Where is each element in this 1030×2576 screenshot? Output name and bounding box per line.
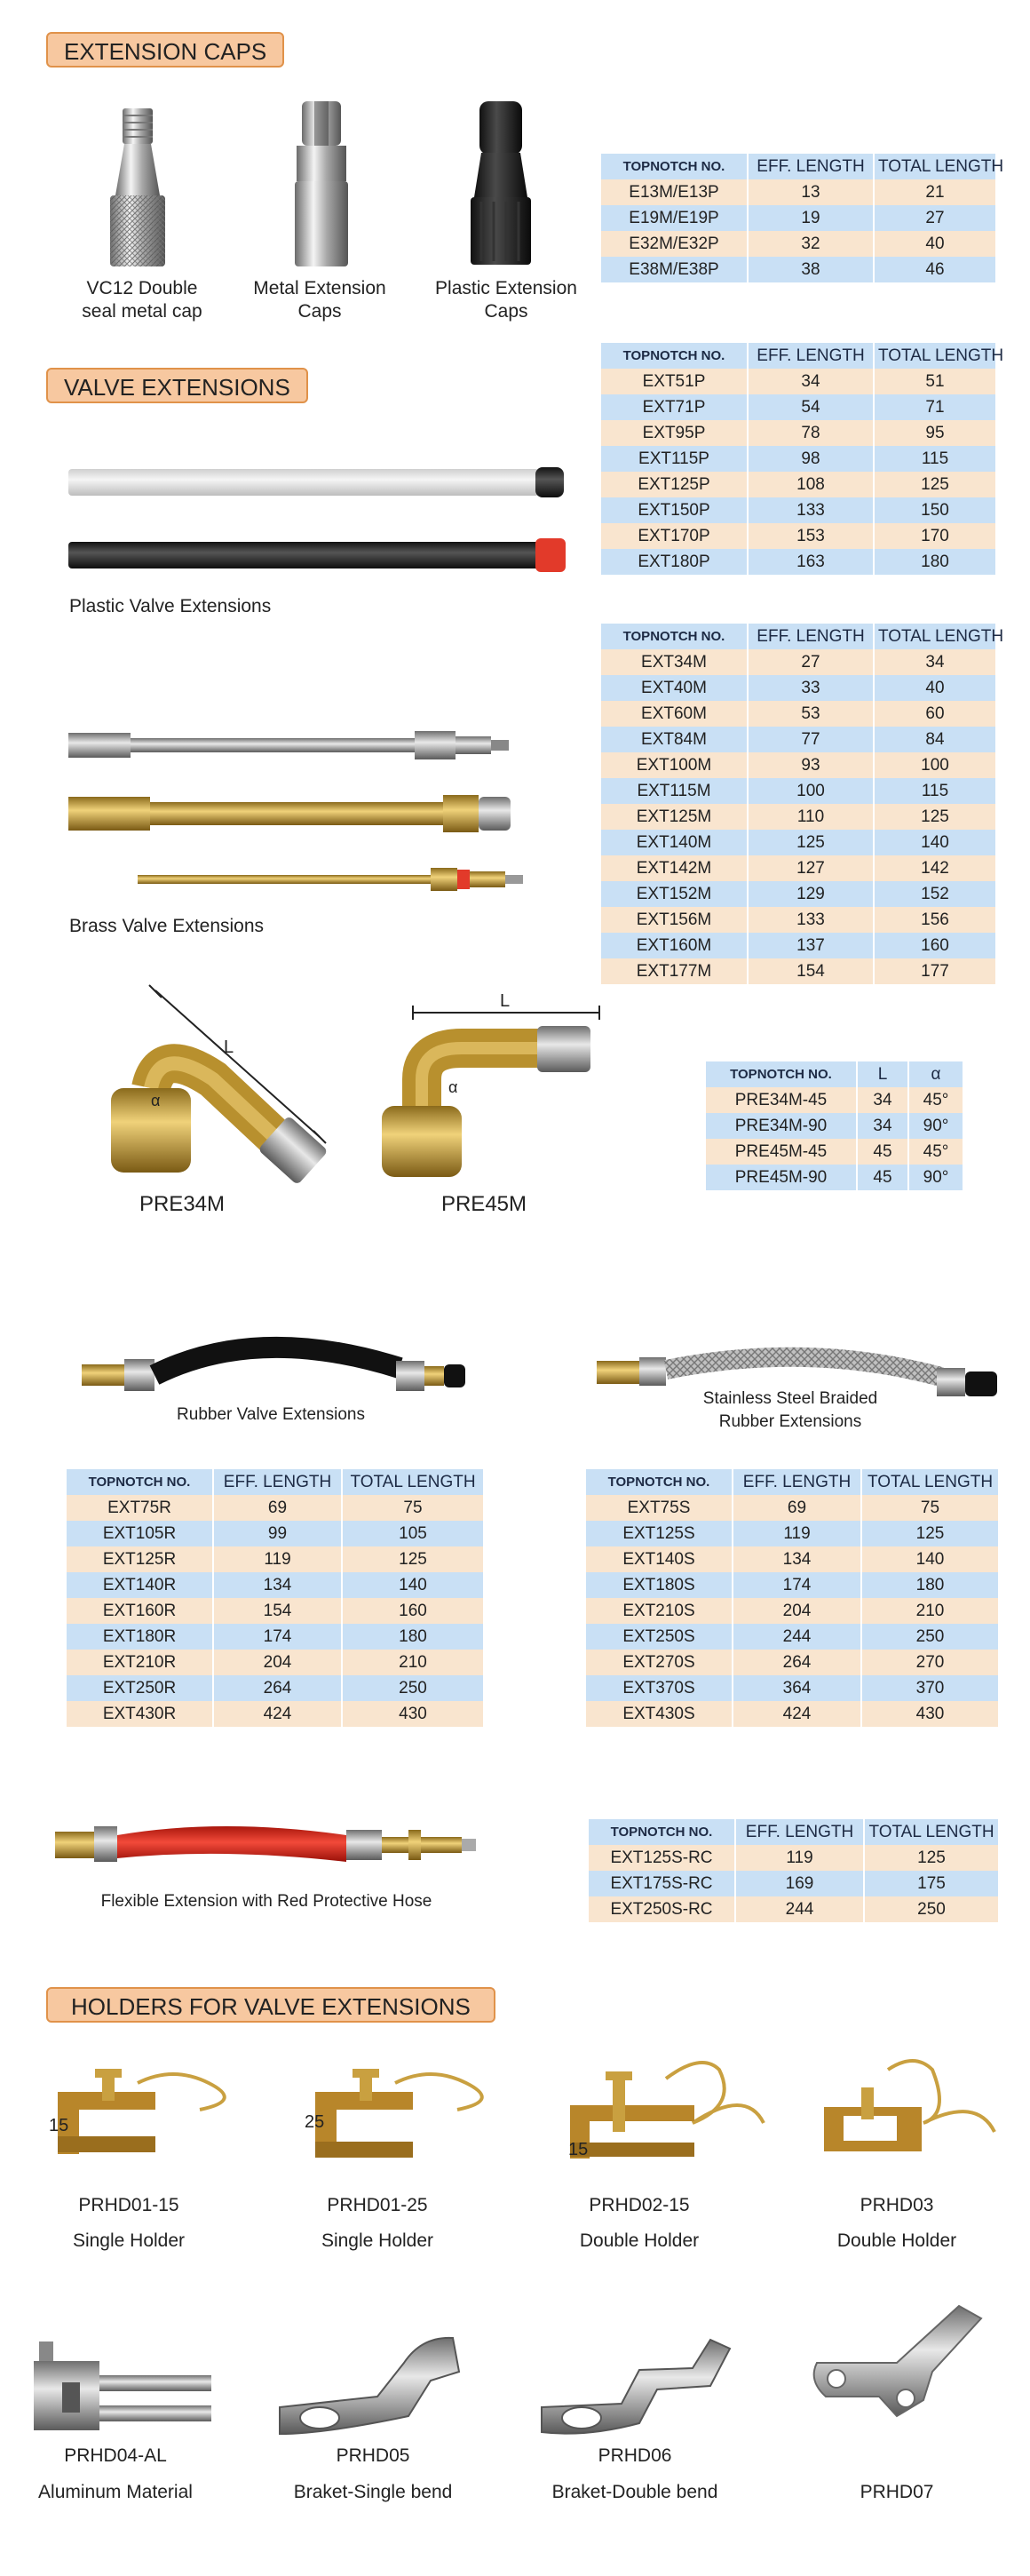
table-row [589,1845,999,1871]
table-cell: 174 [733,1572,861,1598]
table-row [67,1701,484,1727]
table-cell: 110 [748,804,874,830]
table-cell: 370 [861,1675,999,1701]
table-row [601,727,996,752]
holder-prhd01-15-desc: Single Holder [72,2230,186,2251]
col-header-topnotch: TOPNOTCH NO. [67,1469,213,1495]
holder-prhd01-15-image [40,2065,253,2163]
table-cell: 54 [748,394,874,420]
table-cell: 264 [213,1675,342,1701]
table-row [601,830,996,855]
table-cell: EXT140R [67,1572,213,1598]
table-cell: 19 [748,205,874,231]
table-cell: 133 [748,497,874,523]
col-header-topnotch: TOPNOTCH NO. [589,1819,735,1845]
vc12-cap-image [98,107,178,271]
table-cell: 154 [748,958,874,984]
table-cell: 160 [874,933,996,958]
holder-dim-15: 15 [49,2116,69,2135]
table-cell: 204 [733,1598,861,1624]
table-row [601,497,996,523]
table-row [601,446,996,472]
col-header-eff-length: EFF. LENGTH [733,1469,861,1495]
table-row [601,420,996,446]
holder-prhd07-image [799,2301,1003,2434]
plastic-cap-caption: Plastic Extension Caps [435,278,577,322]
flex-ext-caption: Flexible Extension with Red Protective Hose [100,1892,432,1911]
steel-ext-spec-table [586,1469,1000,1727]
table-cell: 142 [874,855,996,881]
table-cell: 180 [861,1572,999,1598]
table-cell: 33 [748,675,874,701]
col-header-topnotch: TOPNOTCH NO. [601,154,748,179]
table-cell: 38 [748,257,874,282]
table-cell: PRE45M-45 [706,1139,857,1165]
col-header-total-length: TOTAL LENGTH [342,1469,484,1495]
table-cell: 174 [213,1624,342,1650]
caps-spec-table [601,154,1004,282]
table-cell: EXT60M [601,701,748,727]
table-cell: EXT115M [601,778,748,804]
table-cell: EXT75R [67,1495,213,1521]
table-cell: 100 [874,752,996,778]
table-cell: 125 [864,1845,999,1871]
holder-dim-15b: 15 [568,2140,589,2159]
table-row [601,701,996,727]
table-cell: 137 [748,933,874,958]
col-header-eff-length: EFF. LENGTH [748,343,874,369]
table-cell: 51 [874,369,996,394]
table-cell: 127 [748,855,874,881]
table-cell: EXT51P [601,369,748,394]
table-row [589,1871,999,1896]
table-cell: EXT160R [67,1598,213,1624]
table-cell: 119 [213,1546,342,1572]
table-cell: 69 [213,1495,342,1521]
table-cell: EXT210S [586,1598,733,1624]
table-cell: 430 [861,1701,999,1727]
table-cell: E32M/E32P [601,231,748,257]
rc-ext-spec-table [589,1819,1000,1922]
pre-spec-table [706,1061,964,1190]
table-row [67,1675,484,1701]
table-cell: EXT125S-RC [589,1845,735,1871]
holder-prhd04-al-code: PRHD04-AL [64,2445,167,2466]
table-row [601,881,996,907]
table-cell: 244 [735,1896,864,1922]
table-cell: 250 [342,1675,484,1701]
table-cell: 21 [874,179,996,205]
pre34m-dim-alpha: α [151,1092,161,1109]
table-cell: 34 [857,1087,908,1113]
table-cell: 32 [748,231,874,257]
table-cell: 45 [857,1165,908,1190]
table-cell: 27 [748,649,874,675]
table-row [601,958,996,984]
pre45m-dim-alpha: α [448,1078,458,1096]
table-cell: 125 [342,1546,484,1572]
table-row [586,1572,999,1598]
table-row [601,933,996,958]
table-cell: EXT430S [586,1701,733,1727]
table-row [601,649,996,675]
brass-valve-extensions-image [67,724,528,902]
table-cell: 160 [342,1598,484,1624]
table-cell: EXT125M [601,804,748,830]
table-row [67,1495,484,1521]
holder-prhd03-image [817,2052,1012,2167]
table-cell: EXT34M [601,649,748,675]
table-row [586,1675,999,1701]
col-header-total-length: TOTAL LENGTH [861,1469,999,1495]
table-cell: EXT250S [586,1624,733,1650]
col-header-topnotch: TOPNOTCH NO. [601,343,748,369]
table-cell: PRE34M-90 [706,1113,857,1139]
table-cell: EXT370S [586,1675,733,1701]
table-cell: EXT75S [586,1495,733,1521]
table-cell: 34 [748,369,874,394]
table-cell: EXT175S-RC [589,1871,735,1896]
holder-prhd02-15-desc: Double Holder [579,2230,700,2251]
table-cell: 175 [864,1871,999,1896]
table-cell: 177 [874,958,996,984]
table-cell: 84 [874,727,996,752]
table-row [601,231,996,257]
holder-prhd03-desc: Double Holder [836,2230,957,2251]
table-cell: 125 [874,472,996,497]
table-cell: EXT95P [601,420,748,446]
table-row [706,1165,963,1190]
table-cell: 270 [861,1650,999,1675]
holder-prhd02-15-image [559,2052,772,2167]
table-cell: 134 [733,1546,861,1572]
table-row [601,369,996,394]
table-cell: 60 [874,701,996,727]
table-cell: 71 [874,394,996,420]
table-row [586,1624,999,1650]
table-cell: 244 [733,1624,861,1650]
table-cell: 99 [213,1521,342,1546]
table-cell: 134 [213,1572,342,1598]
table-cell: 119 [733,1521,861,1546]
table-cell: 98 [748,446,874,472]
table-row [601,523,996,549]
table-cell: 53 [748,701,874,727]
plastic-extension-cap-image [462,99,542,273]
table-cell: 129 [748,881,874,907]
table-cell: EXT250S-RC [589,1896,735,1922]
table-row [67,1624,484,1650]
table-cell: EXT180P [601,549,748,575]
table-cell: 169 [735,1871,864,1896]
section-title-holders: HOLDERS FOR VALVE EXTENSIONS [46,1987,495,2023]
flexible-red-hose-extension-image [53,1803,479,1874]
table-cell: EXT125P [601,472,748,497]
table-cell: E38M/E38P [601,257,748,282]
rubber-ext-caption: Rubber Valve Extensions [177,1405,365,1424]
table-row [586,1521,999,1546]
vc12-caption: VC12 Double seal metal cap [82,278,202,322]
table-row [67,1521,484,1546]
table-row [67,1572,484,1598]
col-header-total-length: TOTAL LENGTH [874,154,996,179]
table-row [601,778,996,804]
table-row [586,1546,999,1572]
col-header-topnotch: TOPNOTCH NO. [706,1061,857,1087]
table-cell: 156 [874,907,996,933]
table-cell: EXT125S [586,1521,733,1546]
table-cell: EXT140M [601,830,748,855]
table-cell: EXT170P [601,523,748,549]
table-row [601,394,996,420]
table-cell: 163 [748,549,874,575]
table-cell: EXT140S [586,1546,733,1572]
holder-prhd06-code: PRHD06 [598,2445,672,2466]
table-cell: EXT100M [601,752,748,778]
steel-ext-caption: Stainless Steel Braided Rubber Extensions [702,1389,878,1431]
table-cell: 424 [213,1701,342,1727]
table-cell: EXT115P [601,446,748,472]
table-row [601,855,996,881]
col-header-total-length: TOTAL LENGTH [874,624,996,649]
table-cell: 45° [908,1087,963,1113]
table-cell: 133 [748,907,874,933]
table-cell: EXT125R [67,1546,213,1572]
table-cell: 46 [874,257,996,282]
table-cell: 250 [864,1896,999,1922]
table-cell: 45 [857,1139,908,1165]
holder-prhd05-desc: Braket-Single bend [293,2482,453,2502]
table-cell: 125 [874,804,996,830]
plastic-valve-extensions-image [67,462,573,586]
table-cell: EXT150P [601,497,748,523]
table-cell: EXT40M [601,675,748,701]
table-cell: 430 [342,1701,484,1727]
col-header-eff-length: EFF. LENGTH [213,1469,342,1495]
table-cell: EXT250R [67,1675,213,1701]
col-header-topnotch: TOPNOTCH NO. [601,624,748,649]
table-cell: 125 [861,1521,999,1546]
table-row [586,1701,999,1727]
holder-prhd05-image [271,2327,475,2443]
pre45m-bent-extension-image [360,982,626,1186]
table-cell: 34 [857,1113,908,1139]
table-cell: 34 [874,649,996,675]
table-cell: 100 [748,778,874,804]
table-cell: 140 [861,1546,999,1572]
pre34m-dim-L: L [224,1038,234,1057]
table-cell: 150 [874,497,996,523]
col-header-total-length: TOTAL LENGTH [864,1819,999,1845]
table-cell: 364 [733,1675,861,1701]
table-cell: 152 [874,881,996,907]
table-cell: 69 [733,1495,861,1521]
holder-dim-25: 25 [305,2112,325,2132]
col-header-topnotch: TOPNOTCH NO. [586,1469,733,1495]
table-cell: PRE45M-90 [706,1165,857,1190]
holder-prhd06-image [533,2327,737,2443]
table-cell: E19M/E19P [601,205,748,231]
table-cell: 90° [908,1165,963,1190]
table-row [67,1598,484,1624]
table-row [601,472,996,497]
rubber-valve-extension-image [80,1332,471,1403]
table-cell: 40 [874,675,996,701]
table-cell: E13M/E13P [601,179,748,205]
table-row [601,907,996,933]
table-row [601,179,996,205]
table-row [601,804,996,830]
table-cell: EXT180R [67,1624,213,1650]
table-cell: 119 [735,1845,864,1871]
table-row [706,1139,963,1165]
table-cell: 45° [908,1139,963,1165]
table-row [601,257,996,282]
table-row [601,752,996,778]
table-cell: 180 [342,1624,484,1650]
table-row [706,1113,963,1139]
holder-prhd01-25-desc: Single Holder [321,2230,434,2251]
table-cell: EXT142M [601,855,748,881]
table-cell: 75 [342,1495,484,1521]
holder-prhd04-al-image [27,2327,222,2443]
table-cell: 210 [861,1598,999,1624]
metal-extension-cap-image [282,99,362,273]
table-cell: PRE34M-45 [706,1087,857,1113]
table-cell: EXT270S [586,1650,733,1675]
table-row [706,1087,963,1113]
col-header-alpha: α [908,1061,963,1087]
table-cell: 125 [748,830,874,855]
table-cell: 154 [213,1598,342,1624]
table-cell: EXT105R [67,1521,213,1546]
table-cell: EXT180S [586,1572,733,1598]
holder-prhd03-code: PRHD03 [860,2195,934,2215]
table-cell: 153 [748,523,874,549]
table-cell: 264 [733,1650,861,1675]
table-cell: 180 [874,549,996,575]
brass-ext-spec-table [601,624,1004,984]
holder-prhd06-desc: Braket-Double bend [551,2482,718,2502]
table-cell: 115 [874,778,996,804]
pre34m-bent-extension-image [62,982,329,1186]
table-cell: EXT177M [601,958,748,984]
table-cell: 115 [874,446,996,472]
table-cell: 250 [861,1624,999,1650]
table-cell: 27 [874,205,996,231]
holder-prhd02-15-code: PRHD02-15 [589,2195,690,2215]
table-row [601,549,996,575]
col-header-eff-length: EFF. LENGTH [735,1819,864,1845]
col-header-L: L [857,1061,908,1087]
table-cell: EXT84M [601,727,748,752]
table-cell: 78 [748,420,874,446]
table-cell: 93 [748,752,874,778]
table-cell: 204 [213,1650,342,1675]
table-row [586,1650,999,1675]
table-cell: EXT160M [601,933,748,958]
table-row [67,1650,484,1675]
table-row [67,1546,484,1572]
rubber-ext-spec-table [67,1469,485,1727]
holder-prhd05-code: PRHD05 [336,2445,410,2466]
table-cell: 108 [748,472,874,497]
holder-prhd01-25-image [297,2065,511,2163]
metal-cap-caption: Metal Extension Caps [253,278,386,322]
table-cell: EXT71P [601,394,748,420]
col-header-eff-length: EFF. LENGTH [748,154,874,179]
col-header-total-length: TOTAL LENGTH [874,343,996,369]
table-cell: 75 [861,1495,999,1521]
table-cell: 95 [874,420,996,446]
table-cell: 140 [342,1572,484,1598]
holder-prhd01-15-code: PRHD01-15 [78,2195,179,2215]
table-cell: 210 [342,1650,484,1675]
table-cell: 40 [874,231,996,257]
table-cell: 90° [908,1113,963,1139]
holder-prhd07-code: PRHD07 [860,2482,934,2502]
table-cell: 140 [874,830,996,855]
brass-ext-caption: Brass Valve Extensions [69,916,265,936]
table-row [601,675,996,701]
table-cell: EXT430R [67,1701,213,1727]
pre45m-dim-L: L [500,991,511,1011]
table-cell: EXT210R [67,1650,213,1675]
section-title-valve-extensions: VALVE EXTENSIONS [46,368,308,403]
pre34m-caption: PRE34M [139,1192,226,1216]
table-row [601,205,996,231]
holder-prhd01-25-code: PRHD01-25 [327,2195,428,2215]
table-row [586,1495,999,1521]
plastic-ext-spec-table [601,343,1004,575]
table-cell: 77 [748,727,874,752]
table-cell: EXT156M [601,907,748,933]
table-row [589,1896,999,1922]
table-row [586,1598,999,1624]
table-cell: EXT152M [601,881,748,907]
pre45m-caption: PRE45M [440,1192,527,1216]
table-cell: 105 [342,1521,484,1546]
table-cell: 424 [733,1701,861,1727]
table-cell: 13 [748,179,874,205]
holder-prhd04-al-desc: Aluminum Material [38,2482,193,2502]
col-header-eff-length: EFF. LENGTH [748,624,874,649]
plastic-ext-caption: Plastic Valve Extensions [69,596,272,616]
table-cell: 170 [874,523,996,549]
section-title-caps: EXTENSION CAPS [46,32,284,68]
